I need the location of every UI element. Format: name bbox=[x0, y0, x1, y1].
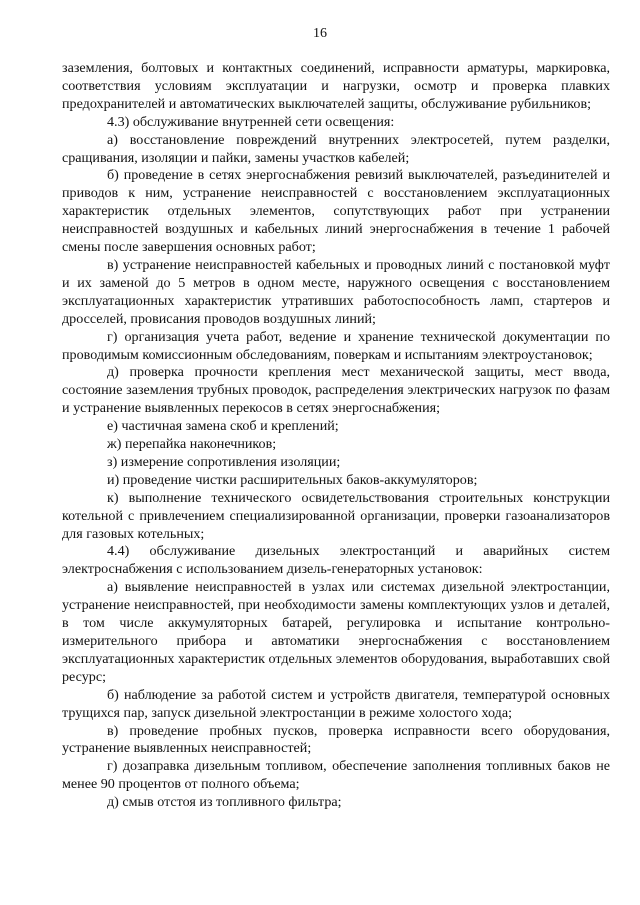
paragraph-section-4-3: 4.3) обслуживание внутренней сети освещения: bbox=[107, 113, 395, 130]
paragraph-item-d-diesel: д) смыв отстоя из топливного фильтра; bbox=[107, 794, 342, 811]
paragraph-item-z: з) измерение сопротивления изоляции; bbox=[107, 453, 341, 470]
paragraph-item-g-diesel: г) дозаправка дизельным топливом, обеспечение заполнения топливных баков не менее 90 процентов от полного объема; bbox=[62, 758, 610, 793]
paragraph-continuation: заземления, болтовых и контактных соединений, исправности арматуры, маркировка, соответствия условиям эксплуатации и нагрузки, осмотр и проверка плавких предохранителей и автоматических выключателей защиты, обслуживание рубильников; bbox=[62, 60, 610, 112]
paragraph-item-b: б) проведение в сетях энергоснабжения ревизий выключателей, разъединителей и приводов к ним, устранение неисправностей с восстановлением эксплуатационных характеристик отдельных элементов, сопутствующих работ при устранении неисправностей воздушных и кабельных линий энергоснабжения в течение 1 рабочей смены после завершения основных работ; bbox=[62, 167, 610, 256]
paragraph-item-zh: ж) перепайка наконечников; bbox=[107, 436, 277, 453]
paragraph-item-k: к) выполнение технического освидетельствования строительных конструкции котельной с привлечением специализированной организации, проверки газоанализаторов для газовых котельных; bbox=[62, 489, 610, 542]
paragraph-item-i: и) проведение чистки расширительных баков-аккумуляторов; bbox=[107, 471, 478, 488]
paragraph-item-v: в) устранение неисправностей кабельных и проводных линий с постановкой муфт и их заменой до 5 метров в одном месте, наружного освещения с восстановлением эксплуатационных характеристик утративших работоспособность ламп, стартеров и дросселей, провисания проводов воздушных линий; bbox=[62, 256, 610, 327]
paragraph-item-g: г) организация учета работ, ведение и хранение технической документации по проводимым комиссионным обследованиям, поверкам и испытаниям электроустановок; bbox=[62, 328, 610, 363]
document-body bbox=[62, 60, 610, 812]
paragraph-item-v-diesel: в) проведение пробных пусков, проверка исправности всего оборудования, устранение выявленных неисправностей; bbox=[62, 722, 610, 757]
paragraph-item-a-diesel: а) выявление неисправностей в узлах или системах дизельной электростанции, устранение неисправностей, при необходимости замены комплектующих узлов и деталей, в том числе аккумуляторных батарей, регулировка и испытание контрольно-измерительного прибора и автоматики энергоснабжения с восстановлением эксплуатационных характеристик отдельных элементов оборудования, выработавших свой ресурс; bbox=[62, 579, 610, 685]
paragraph-item-b-diesel: б) наблюдение за работой систем и устройств двигателя, температурой основных трущихся пар, запуск дизельной электростанции в режиме холостого хода; bbox=[62, 686, 610, 721]
paragraph-item-d: д) проверка прочности крепления мест механической защиты, мест ввода, состояние заземления трубных проводок, распределения электрических нагрузок по фазам и устранение выявленных перекосов в сетях энергоснабжения; bbox=[62, 364, 610, 417]
page-number: 16 bbox=[313, 26, 327, 41]
paragraph-item-a: а) восстановление повреждений внутренних электросетей, путем разделки, сращивания, изоляции и пайки, замены участков кабелей; bbox=[62, 131, 610, 166]
paragraph-section-4-4: 4.4) обслуживание дизельных электростанций и аварийных систем электроснабжения с использованием дизель-генераторных установок: bbox=[62, 543, 610, 578]
paragraph-item-e: е) частичная замена скоб и креплений; bbox=[107, 418, 339, 435]
